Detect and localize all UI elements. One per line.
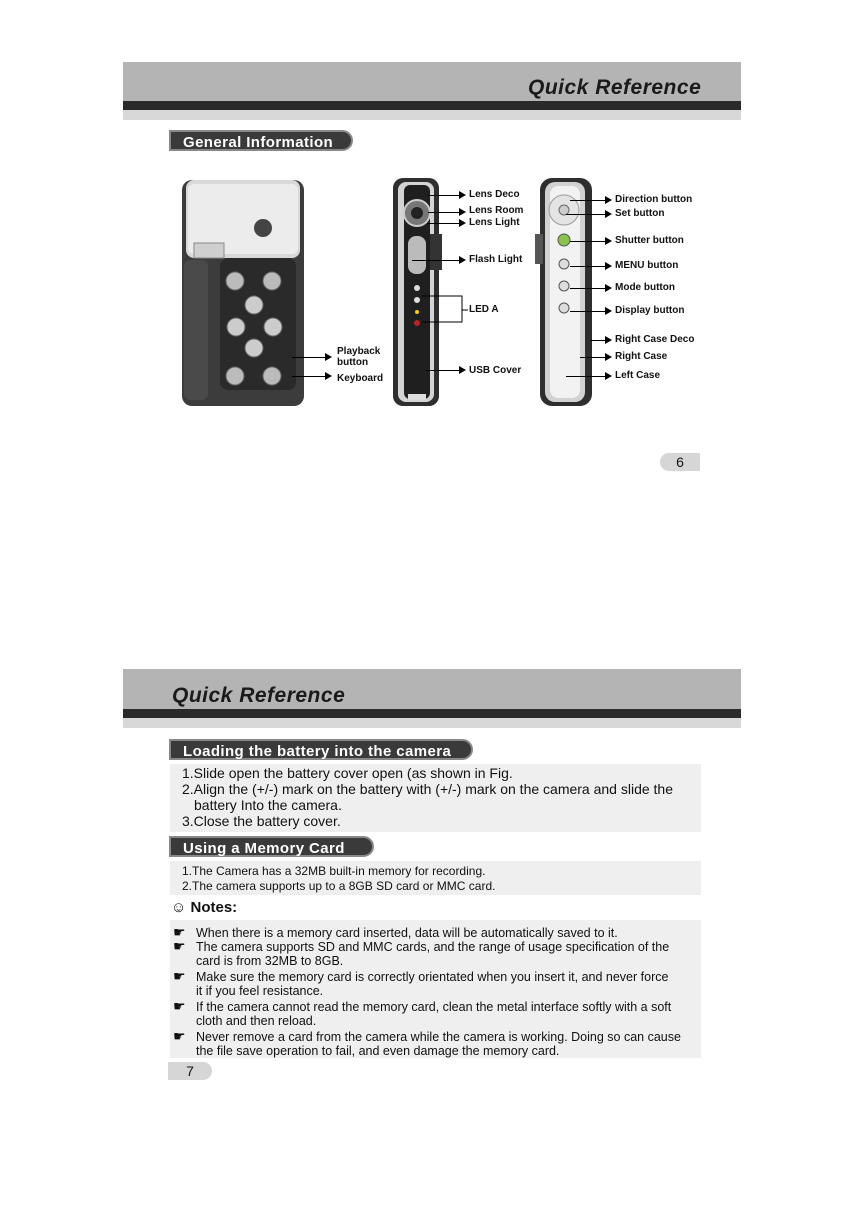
right-case-arrow xyxy=(580,357,606,358)
display-button-arrow xyxy=(570,311,606,312)
lens-room-label: Lens Room xyxy=(469,205,524,216)
page6-number: 6 xyxy=(660,453,700,471)
lens-light-label: Lens Light xyxy=(469,217,520,228)
note-4-line-2: cloth and then reload. xyxy=(196,1014,317,1028)
memory-card-section-heading: Using a Memory Card xyxy=(169,836,374,857)
battery-step-2-cont: battery Into the camera. xyxy=(194,797,342,813)
battery-section-heading: Loading the battery into the camera xyxy=(169,739,473,760)
lens-room-arrow xyxy=(428,212,460,213)
page7-header-title: Quick Reference xyxy=(172,684,346,707)
right-case-deco-arrow xyxy=(590,340,606,341)
keyboard-arrow xyxy=(292,376,326,377)
set-button-arrow xyxy=(566,214,606,215)
note-4-line-1: If the camera cannot read the memory card, clean the metal interface softly with a soft xyxy=(196,1000,672,1014)
note-5-line-1: Never remove a card from the camera while the camera is working. Doing so can cause xyxy=(196,1030,681,1044)
playback-button-arrow xyxy=(292,357,326,358)
playback-button-label-line1: Playback xyxy=(337,346,381,357)
mode-button-arrow xyxy=(570,288,606,289)
flash-light-label: Flash Light xyxy=(469,254,523,265)
pointing-hand-icon: ☛ xyxy=(173,998,186,1014)
lens-deco-label: Lens Deco xyxy=(469,189,520,200)
page6-header-title: Quick Reference xyxy=(528,76,702,99)
camera-back-view xyxy=(182,180,304,406)
direction-button-label: Direction button xyxy=(615,194,693,205)
right-case-label: Right Case xyxy=(615,351,668,362)
flash-light-arrow xyxy=(412,260,460,261)
camera-figures xyxy=(0,0,868,420)
note-3-line-1: Make sure the memory card is correctly orientated when you insert it, and never force xyxy=(196,970,669,984)
memory-item-2: 2.The camera supports up to a 8GB SD card or MMC card. xyxy=(182,879,496,893)
battery-step-1: 1.Slide open the battery cover open (as shown in Fig. xyxy=(182,765,513,781)
direction-button-arrow xyxy=(570,200,606,201)
page7-number xyxy=(168,1062,212,1080)
page7-header-light-stripe xyxy=(123,718,741,728)
note-2-line-1: The camera supports SD and MMC cards, and the range of usage specification of the xyxy=(196,940,670,954)
battery-step-3: 3.Close the battery cover. xyxy=(182,813,341,829)
note-1-line-1: When there is a memory card inserted, data will be automatically saved to it. xyxy=(196,926,618,940)
notes-heading-text: Notes: xyxy=(190,899,238,916)
lens-deco-arrow xyxy=(428,195,460,196)
mode-button-label: Mode button xyxy=(615,282,675,293)
right-case-deco-label: Right Case Deco xyxy=(615,334,695,345)
note-5-line-2: the file save operation to fail, and even damage the memory card. xyxy=(196,1044,560,1058)
general-information-heading: General Information xyxy=(169,130,353,151)
note-3-line-2: it if you feel resistance. xyxy=(196,984,324,998)
camera-right-view xyxy=(535,178,592,406)
battery-step-2: 2.Align the (+/-) mark on the battery with (+/-) mark on the camera and slide the xyxy=(182,781,673,797)
left-case-label: Left Case xyxy=(615,370,661,381)
shutter-button-label: Shutter button xyxy=(615,235,684,246)
display-button-label: Display button xyxy=(615,305,685,316)
notes-heading xyxy=(171,899,237,916)
usb-cover-arrow xyxy=(426,370,460,371)
usb-cover-label: USB Cover xyxy=(469,365,522,376)
memory-item-1: 1.The Camera has a 32MB built-in memory for recording. xyxy=(182,864,486,878)
pointing-hand-icon: ☛ xyxy=(173,938,186,954)
led-a-label: LED A xyxy=(469,304,499,315)
lens-light-arrow xyxy=(428,223,460,224)
left-case-arrow xyxy=(566,376,606,377)
shutter-button-arrow xyxy=(570,241,606,242)
pointing-hand-icon: ☛ xyxy=(173,968,186,984)
page7-number-text: 7 xyxy=(186,1063,194,1079)
pointing-hand-icon: ☛ xyxy=(173,1028,186,1044)
playback-button-label-line2: button xyxy=(337,357,369,368)
menu-button-label: MENU button xyxy=(615,260,679,271)
pointing-hand-icon: ☛ xyxy=(173,924,186,940)
set-button-label: Set button xyxy=(615,208,665,219)
menu-button-arrow xyxy=(570,266,606,267)
smiley-icon: ☺ xyxy=(171,899,187,916)
page7-header-dark-stripe xyxy=(123,709,741,718)
keyboard-label: Keyboard xyxy=(337,373,384,384)
note-2-line-2: card is from 32MB to 8GB. xyxy=(196,954,344,968)
